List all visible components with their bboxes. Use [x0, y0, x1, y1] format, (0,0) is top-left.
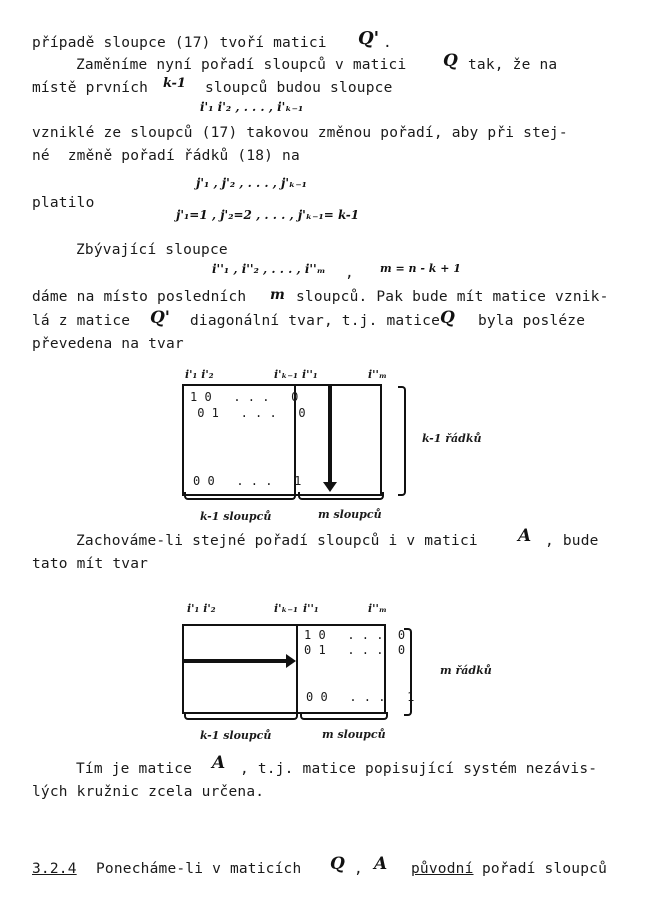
text-line: tato mít tvar — [32, 556, 149, 572]
text-line: Ponecháme-li v maticích — [96, 861, 302, 877]
text-dot: . — [383, 35, 392, 51]
text-underlined — [411, 861, 474, 877]
text-line: převedena na tvar — [32, 336, 184, 352]
math-m: m — [270, 287, 285, 303]
text-line: vzniklé ze sloupců (17) takovou změnou pořadí, aby při stej- — [32, 125, 568, 141]
col-label: i''₁ — [303, 602, 319, 615]
text-line: né změně pořadí řádků (18) na — [32, 148, 300, 164]
text: případě sloupce (17) tvoří matici — [32, 35, 327, 51]
matrix-row: 0 0 . . . 1 — [193, 474, 302, 488]
text-line: lých kružnic zcela určena. — [32, 784, 265, 800]
text-line: místě prvních — [32, 80, 149, 96]
brace-label: k-1 sloupců — [200, 510, 272, 523]
math-q: Q — [440, 308, 455, 328]
column-arrow — [328, 386, 332, 486]
col-label: i'ₖ₋₁ — [274, 602, 298, 615]
row-arrow — [184, 659, 288, 663]
brace-label: k-1 sloupců — [200, 729, 272, 742]
underlined-word: původní — [411, 861, 474, 877]
text-line: sloupců budou sloupce — [205, 80, 393, 96]
text-line: , — [354, 861, 363, 877]
text-line: sloupců. Pak bude mít matice vznik- — [296, 289, 609, 305]
math-rest-cols: i''₁ , i''₂ , . . . , i''ₘ — [212, 262, 326, 276]
text-line: platilo — [32, 195, 95, 211]
text-line: pořadí sloupců — [482, 861, 608, 877]
matrix-row: 0 0 . . . 1 — [306, 690, 415, 704]
math-q-prime: Q' — [358, 28, 380, 49]
matrix-divider — [296, 624, 298, 714]
math-q: Q — [330, 854, 345, 874]
math-cols-i: i'₁ i'₂ , . . . , i'ₖ₋₁ — [200, 100, 304, 114]
text-line: , bude — [545, 533, 599, 549]
col-label: i'₁ i'₂ — [185, 368, 214, 381]
text-line: diagonální tvar, t.j. matice — [190, 313, 441, 329]
text-line: , t.j. matice popisující systém nezávis- — [240, 761, 598, 777]
section-number — [32, 861, 77, 877]
text-line: Zachováme-li stejné pořadí sloupců i v matici — [76, 533, 478, 549]
col-label: i'ₖ₋₁ — [274, 368, 298, 381]
text-line: Zaměníme nyní pořadí sloupců v matici — [76, 57, 407, 73]
math-q-prime: Q' — [150, 308, 171, 328]
arrow-head-icon — [286, 654, 296, 668]
text-line — [32, 35, 327, 51]
brace-label: k-1 řádků — [422, 432, 482, 445]
brace-label: m řádků — [440, 664, 492, 677]
matrix-row: 1 0 . . . 0 — [190, 390, 299, 404]
math-a: A — [374, 854, 388, 874]
col-label: i''₁ — [302, 368, 318, 381]
brace-right — [404, 628, 412, 716]
text-line: tak, že na — [468, 57, 558, 73]
math-cols-j: j'₁ , j'₂ , . . . , j'ₖ₋₁ — [196, 176, 307, 190]
arrow-head-icon — [323, 482, 337, 492]
section-number-text: 3.2.4 — [32, 861, 77, 877]
text-line: Zbývající sloupce — [76, 242, 228, 258]
brace-label: m sloupců — [318, 508, 382, 521]
col-label: i''ₘ — [368, 368, 387, 381]
math-m-eq: m = n - k + 1 — [380, 262, 461, 275]
matrix-row: 1 0 . . . 0 — [304, 628, 406, 642]
text-comma: , — [345, 265, 354, 281]
col-label: i''ₘ — [368, 602, 387, 615]
text-line: dáme na místo posledních — [32, 289, 247, 305]
brace-bottom-right — [298, 492, 384, 500]
matrix-row: 0 1 . . . 0 — [190, 406, 306, 420]
math-k-minus-1: k-1 — [163, 76, 186, 91]
text-line: Tím je matice — [76, 761, 193, 777]
math-q: Q — [443, 51, 458, 71]
brace-bottom-left — [184, 712, 298, 720]
brace-bottom-right — [300, 712, 388, 720]
text-line: lá z matice — [32, 313, 131, 329]
brace-bottom-left — [184, 492, 296, 500]
math-condition: j'₁=1 , j'₂=2 , . . . , j'ₖ₋₁= k-1 — [176, 208, 360, 222]
math-a: A — [212, 753, 226, 773]
brace-label: m sloupců — [322, 728, 386, 741]
brace-right — [398, 386, 406, 496]
matrix-row: 0 1 . . . 0 — [304, 643, 406, 657]
col-label: i'₁ i'₂ — [187, 602, 216, 615]
text-line: byla posléze — [478, 313, 586, 329]
math-a: A — [518, 526, 532, 546]
